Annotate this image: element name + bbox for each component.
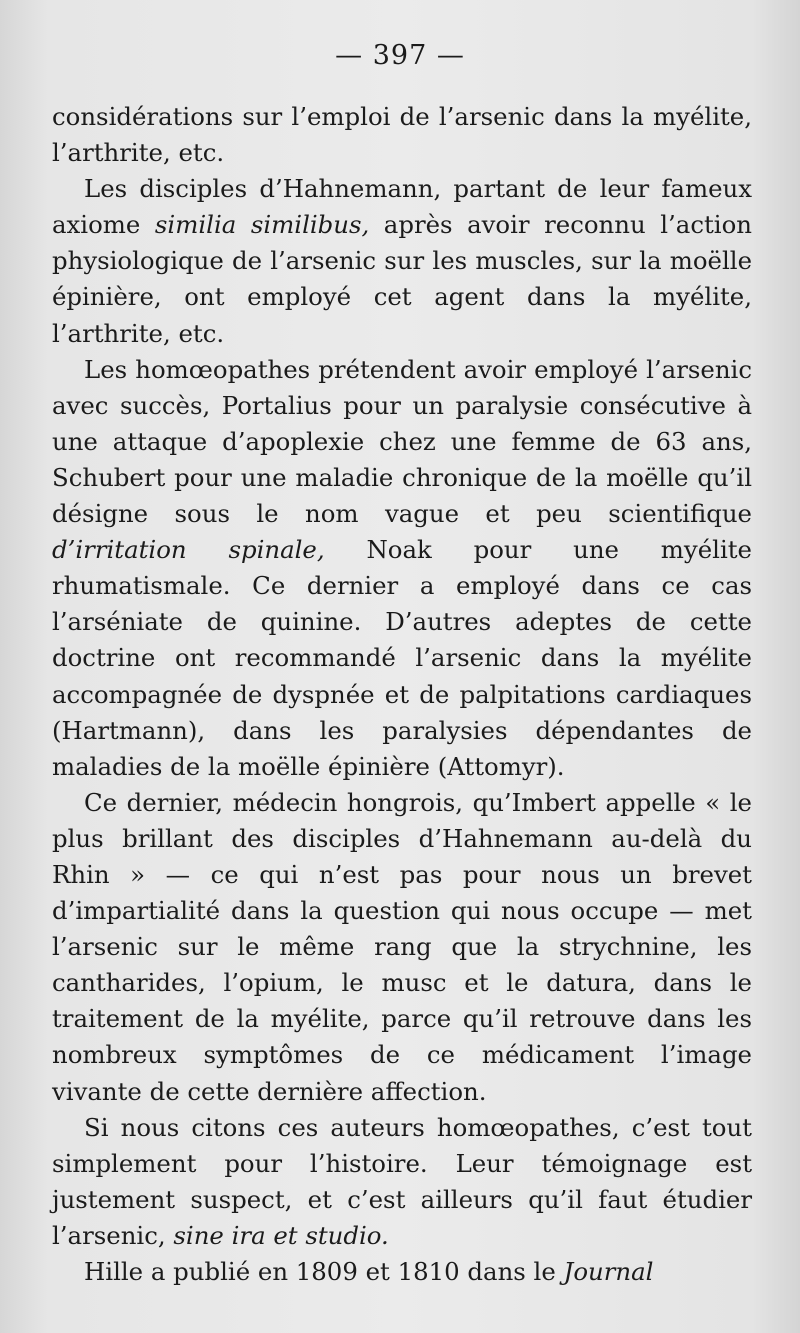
text-run: Hille a publié en 1809 et 1810 dans le <box>84 1257 564 1286</box>
body-text <box>52 99 752 1290</box>
paragraph <box>52 171 752 351</box>
italic-text: Journal <box>563 1257 654 1286</box>
italic-text: d’irritation spinale, <box>52 535 325 565</box>
italic-text: similia similibus, <box>154 210 370 240</box>
text-run: Noak pour une myélite rhumatismale. Ce dernier a employé dans ce cas l’arséniate de quinine. D’autres adeptes de cette doctrine ont recommandé l’arsenic dans la myélite accompagnée de dyspnée et de palpitations cardiaques (Hartmann), dans les paralysies dépendantes de maladies de la moëlle épinière (Attomyr). <box>52 535 752 781</box>
paragraph <box>52 1254 752 1290</box>
text-run: Si nous citons ces auteurs homœopathes, c’est tout simplement pour l’histoire. Leur témoignage est justement suspect, et c’est ailleurs qu’il faut étudier l’arsenic, <box>52 1112 752 1250</box>
text-run: après avoir reconnu l’action physiologique de l’arsenic sur les muscles, sur la moëlle épinière, ont employé cet agent dans la myélite, l’arthrite, etc. <box>52 210 752 348</box>
text-run: considérations sur l’emploi de l’arsenic dans la myélite, l’arthrite, etc. <box>52 102 752 168</box>
text-run: Les disciples d’Hahnemann, partant de leur fameux axiome <box>52 174 752 240</box>
paragraph <box>52 1110 752 1254</box>
paragraph <box>52 99 752 171</box>
italic-text: sine ira et studio. <box>173 1220 389 1250</box>
paragraph <box>52 785 752 1110</box>
text-run: Les homœopathes prétendent avoir employé l’arsenic avec succès, Portalius pour un paralysie consécutive à une attaque d’apoplexie chez une femme de 63 ans, Schubert pour une maladie chronique de la moëlle qu’il désigne sous le nom vague et peu scientifique <box>52 354 752 529</box>
paragraph <box>52 352 752 785</box>
page-number: — 397 — <box>335 40 465 71</box>
text-run: Ce dernier, médecin hongrois, qu’Imbert appelle « le plus brillant des disciples d’Hahnemann au-delà du Rhin » — ce qui n’est pas pour nous un brevet d’impartialité dans la question qui nous occupe — met l’arsenic sur le même rang que la strychnine, les cantharides, l’opium, le musc et le datura, dans le traitement de la myélite, parce qu’il retrouve dans les nombreux symptômes de ce médicament l’image vivante de cette dernière affection. <box>52 787 752 1106</box>
